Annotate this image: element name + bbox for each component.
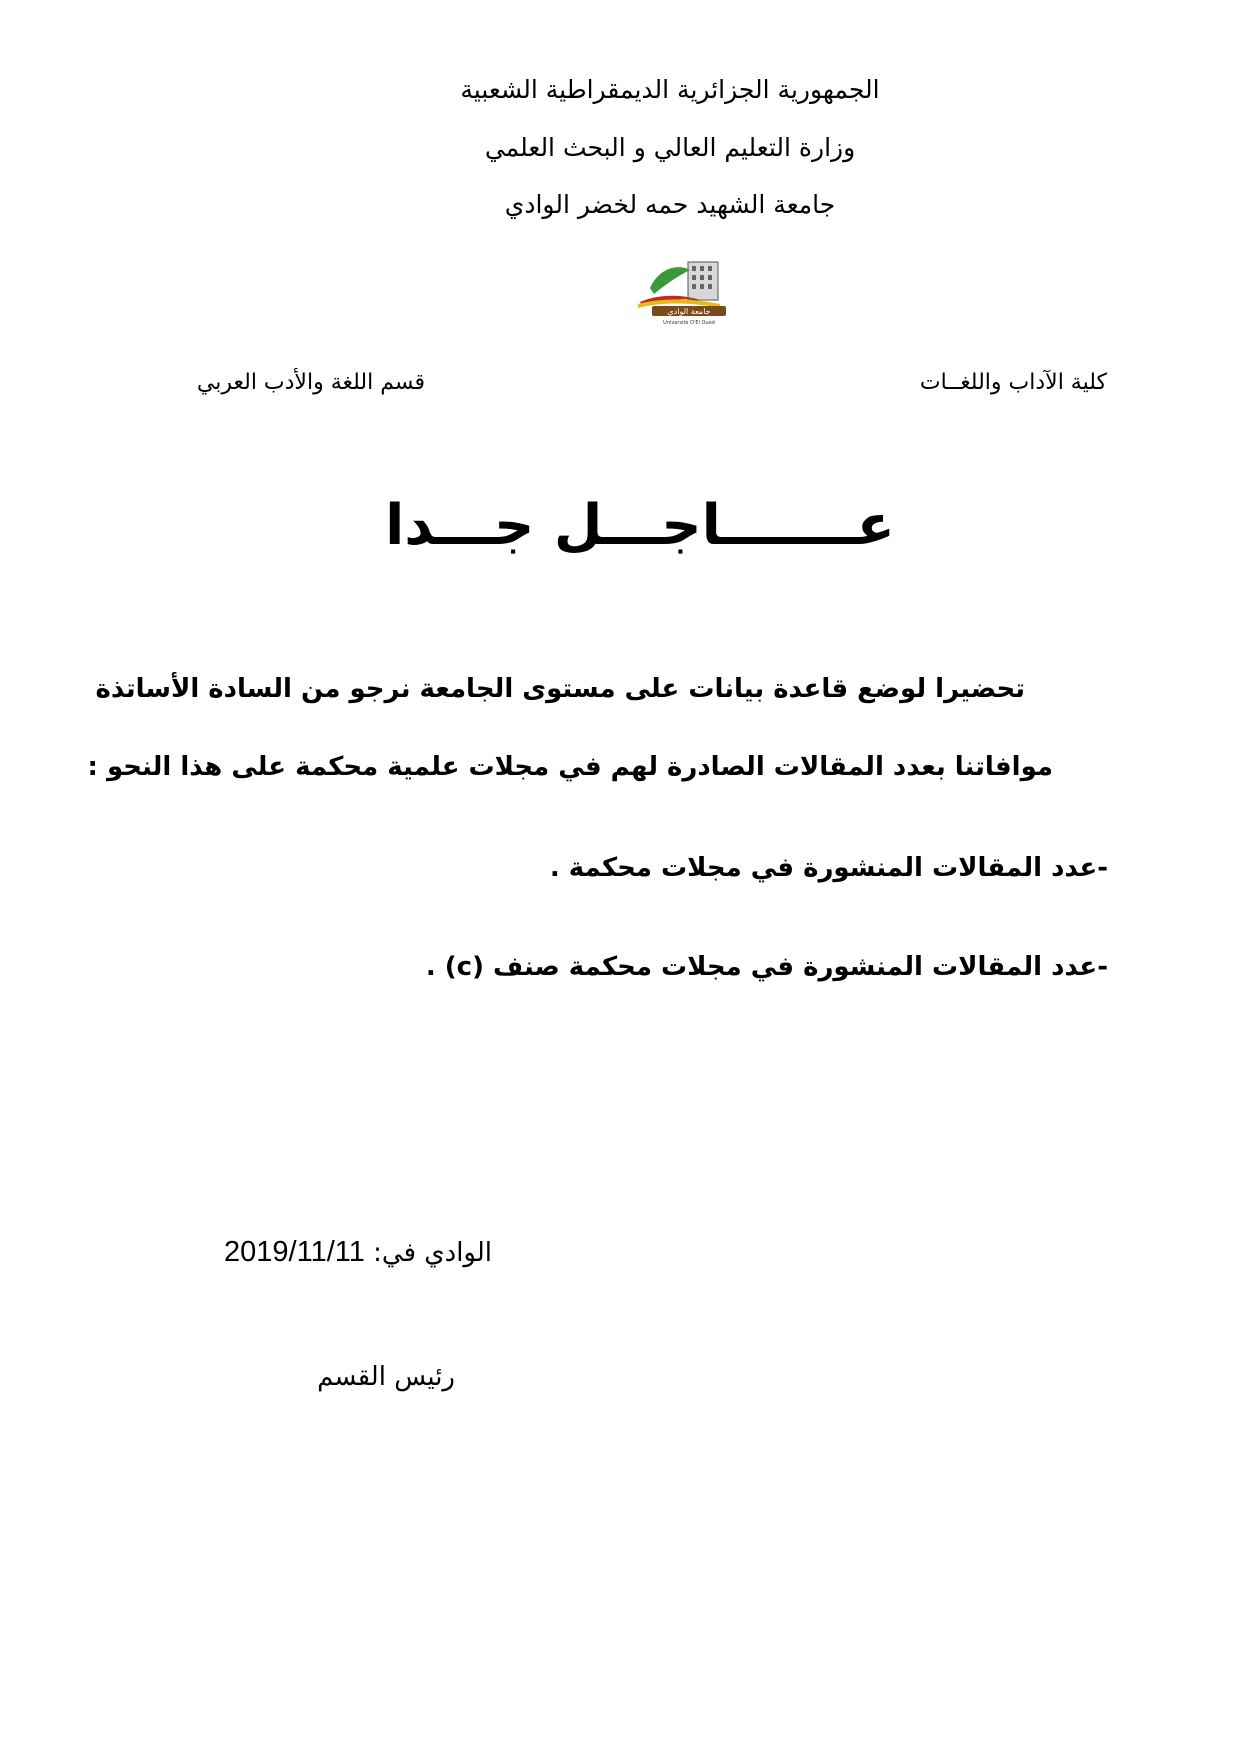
- date-label: الوادي في:: [373, 1238, 492, 1268]
- body-line-1: تحضيرا لوضع قاعدة بيانات على مستوى الجامعة نرجو من السادة الأساتذة: [95, 674, 1025, 704]
- list-item-2: -عدد المقالات المنشورة في مجلات محكمة صنف (c) .: [425, 952, 1108, 982]
- header-university: جامعة الشهيد حمه لخضر الوادي: [504, 190, 836, 219]
- list-item-1: -عدد المقالات المنشورة في مجلات محكمة .: [549, 853, 1108, 883]
- signature-label: رئيس القسم: [317, 1362, 455, 1392]
- department-label: قسم اللغة والأدب العربي: [196, 370, 425, 395]
- header-ministry: وزارة التعليم العالي و البحث العلمي: [484, 133, 856, 162]
- date-line: [224, 1235, 492, 1270]
- logo-text: جامعة الوادي: [667, 307, 711, 316]
- university-logo: [630, 258, 746, 328]
- body-line-2: موافاتنا بعدد المقالات الصادرة لهم في مجلات علمية محكمة على هذا النحو :: [87, 752, 1053, 782]
- urgent-title: عـــــــاجـــل جـــدا: [385, 493, 895, 558]
- faculty-label: كلية الآداب واللغــات: [919, 370, 1107, 395]
- date-value: 2019/11/11: [224, 1236, 365, 1268]
- logo-subtext: Université D'El Oued: [663, 320, 715, 326]
- header-republic: الجمهورية الجزائرية الديمقراطية الشعبية: [460, 75, 880, 104]
